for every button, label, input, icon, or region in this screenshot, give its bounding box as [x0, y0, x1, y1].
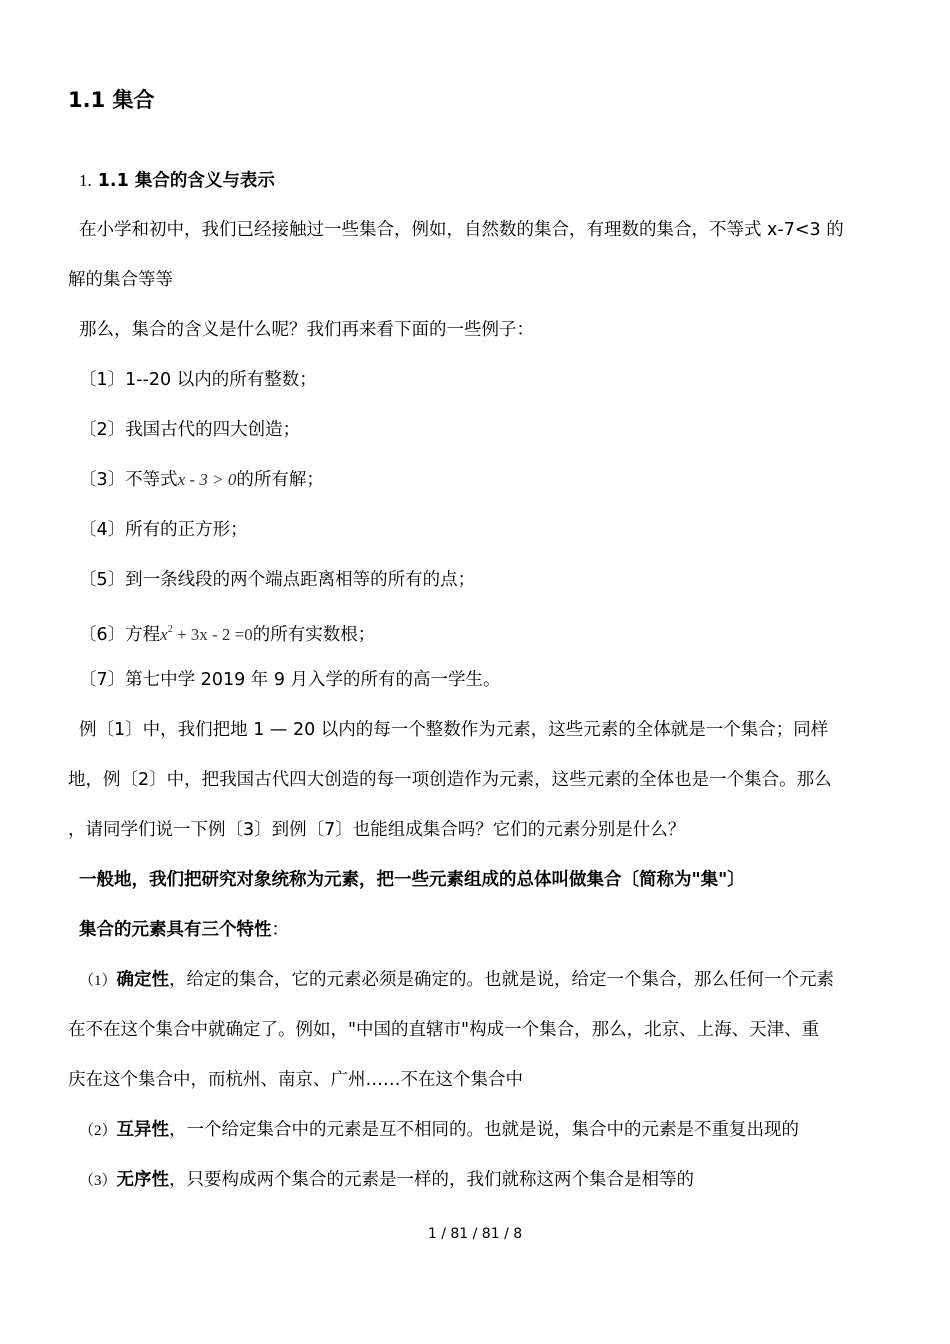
equation-formula: $x^2 + 3x - 2 =0$ — [160, 624, 253, 644]
example-6-prefix: 〔6〕方程 — [79, 625, 161, 645]
section-number: 1. — [79, 171, 92, 190]
inequality-formula: x - 3 > 0 — [177, 470, 237, 489]
property-2-number: （2） — [79, 1123, 117, 1139]
example-6 — [79, 618, 375, 647]
example-2: 〔2〕我国古代的四大创造； — [79, 420, 301, 440]
properties-heading-text: 集合的元素具有三个特性 — [79, 920, 272, 940]
example-6-suffix: 的所有实数根； — [252, 625, 376, 645]
property-3-text: ，只要构成两个集合的元素是一样的，我们就称这两个集合是相等的 — [169, 1170, 695, 1190]
section-heading — [79, 169, 275, 193]
example-3-suffix: 的所有解； — [236, 470, 324, 490]
property-2 — [79, 1118, 799, 1143]
property-1-text: ，给定的集合，它的元素必须是确定的。也就是说，给定一个集合，那么任何一个元素 — [169, 970, 835, 990]
example-3 — [79, 468, 324, 492]
intro-line-1: 在小学和初中，我们已经接触过一些集合，例如，自然数的集合，有理数的集合，不等式 x-7<3 的 — [79, 220, 844, 240]
property-3-term: 无序性 — [116, 1170, 170, 1190]
example-7: 〔7〕第七中学 2019 年 9 月入学的所有的高一学生。 — [79, 670, 501, 690]
definition-line: 一般地，我们把研究对象统称为元素，把一些元素组成的总体叫做集合〔简称为"集"〕 — [79, 870, 745, 890]
page-number: 1 / 81 / 81 / 8 — [427, 1226, 523, 1242]
property-2-text: ，一个给定集合中的元素是互不相同的。也就是说，集合中的元素是不重复出现的 — [169, 1120, 800, 1140]
property-1-line-2: 在不在这个集合中就确定了。例如，"中国的直辖市"构成一个集合，那么，北京、上海、天津、重 — [68, 1020, 820, 1040]
example-5: 〔5〕到一条线段的两个端点距离相等的所有的点； — [79, 570, 476, 590]
property-1-number: （1） — [79, 973, 117, 989]
page-title: 1.1 集合 — [68, 88, 155, 112]
property-2-term: 互异性 — [116, 1120, 170, 1140]
intro-line-2: 解的集合等等 — [68, 270, 173, 290]
question-line: 那么，集合的含义是什么呢？我们再来看下面的一些例子： — [79, 320, 534, 340]
explain-line-2: 地，例〔2〕中，把我国古代四大创造的每一项创造作为元素，这些元素的全体也是一个集合。那么 — [68, 770, 832, 790]
property-1-line-1 — [79, 968, 834, 993]
example-3-prefix: 〔3〕不等式 — [79, 470, 178, 490]
section-title: 1.1 集合的含义与表示 — [97, 171, 275, 191]
property-1-line-3: 庆在这个集合中，而杭州、南京、广州……不在这个集合中 — [68, 1070, 523, 1090]
example-4: 〔4〕所有的正方形； — [79, 520, 248, 540]
example-1: 〔1〕1--20 以内的所有整数； — [79, 370, 317, 390]
properties-heading-colon: ： — [271, 920, 289, 940]
properties-heading — [79, 918, 289, 942]
property-1-term: 确定性 — [116, 970, 170, 990]
property-3 — [79, 1168, 694, 1193]
explain-line-3: ，请同学们说一下例〔3〕到例〔7〕也能组成集合吗？它们的元素分别是什么？ — [68, 820, 686, 840]
property-3-number: （3） — [79, 1173, 117, 1189]
explain-line-1: 例〔1〕中，我们把地 1 — 20 以内的每一个整数作为元素，这些元素的全体就是一个集合；同样 — [79, 720, 829, 740]
